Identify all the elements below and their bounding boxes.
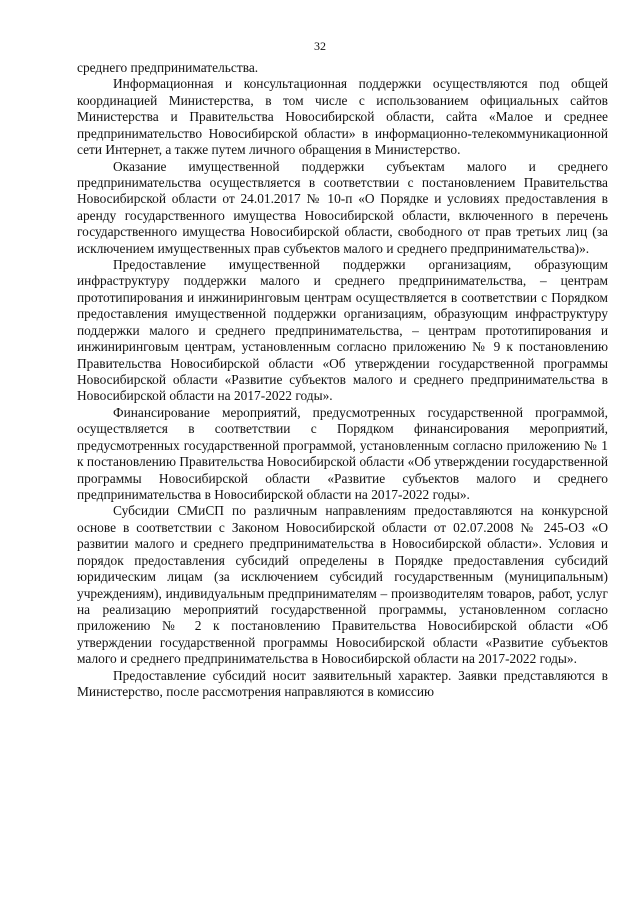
paragraph-continuation: среднего предпринимательства.: [77, 60, 259, 75]
document-body: [77, 60, 608, 700]
paragraph-subsidies: Субсидии СМиСП по различным направлениям предоставляются на конкурсной основе в соответствии с Законом Новосибирской области от 02.07.2008 № 245-ОЗ «О развитии малого и среднего предпринимательства в Новосибирской области». Условия и порядок предоставления субсидий определены в Порядке предоставления субсидий юридическим лицам (за исключением субсидий государственным (муниципальным) учреждениям), индивидуальным предпринимателям – производителям товаров, работ, услуг на реализацию мероприятий государственной программы, установленном согласно приложению № 2 к постановлению Правительства Новосибирской области «Об утверждении государственной программы Новосибирской области «Развитие субъектов малого и среднего предпринимательства в Новосибирской области на 2017-2022 годы».: [77, 503, 608, 667]
paragraph-infrastructure-support: Предоставление имущественной поддержки организациям, образующим инфраструктуру поддержки малого и среднего предпринимательства, – центрам прототипирования и инжиниринговым центрам осуществляется в соответствии с Порядком предоставления имущественной поддержки организациям, образующим инфраструктуру поддержки малого и среднего предпринимательства, – центрам прототипирования и инжиниринговым центрам, установленным согласно приложению № 9 к постановлению Правительства Новосибирской области «Об утверждении государственной программы Новосибирской области «Развитие субъектов малого и среднего предпринимательства в Новосибирской области на 2017-2022 годы».: [77, 257, 608, 404]
paragraph-property-support: Оказание имущественной поддержки субъектам малого и среднего предпринимательства осуществляется в соответствии с постановлением Правительства Новосибирской области от 24.01.2017 № 10-п «О Порядке и условиях предоставления в аренду государственного имущества Новосибирской области, включенного в перечень государственного имущества Новосибирской области, свободного от прав третьих лиц (за исключением имущественных прав субъектов малого и среднего предпринимательства)».: [77, 158, 608, 256]
paragraph-applications: Предоставление субсидий носит заявительный характер. Заявки представляются в Министерство, после рассмотрения направляются в комиссию: [77, 667, 608, 700]
page-number: 32: [314, 39, 326, 53]
paragraph-financing: Финансирование мероприятий, предусмотренных государственной программой, осуществляется в соответствии с Порядком финансирования мероприятий, предусмотренных государственной программой, установленным согласно приложению № 1 к постановлению Правительства Новосибирской области «Об утверждении государственной программы Новосибирской области «Развитие субъектов малого и среднего предпринимательства в Новосибирской области на 2017-2022 годы».: [77, 404, 608, 502]
paragraph-info-support: Информационная и консультационная поддержки осуществляются под общей координацией Министерства, в том числе с использованием официальных сайтов Министерства и Правительства Новосибирской области, сайта «Малое и среднее предпринимательство Новосибирской области» в информационно-телекоммуникационной сети Интернет, а также путем личного обращения в Министерство.: [77, 76, 608, 158]
